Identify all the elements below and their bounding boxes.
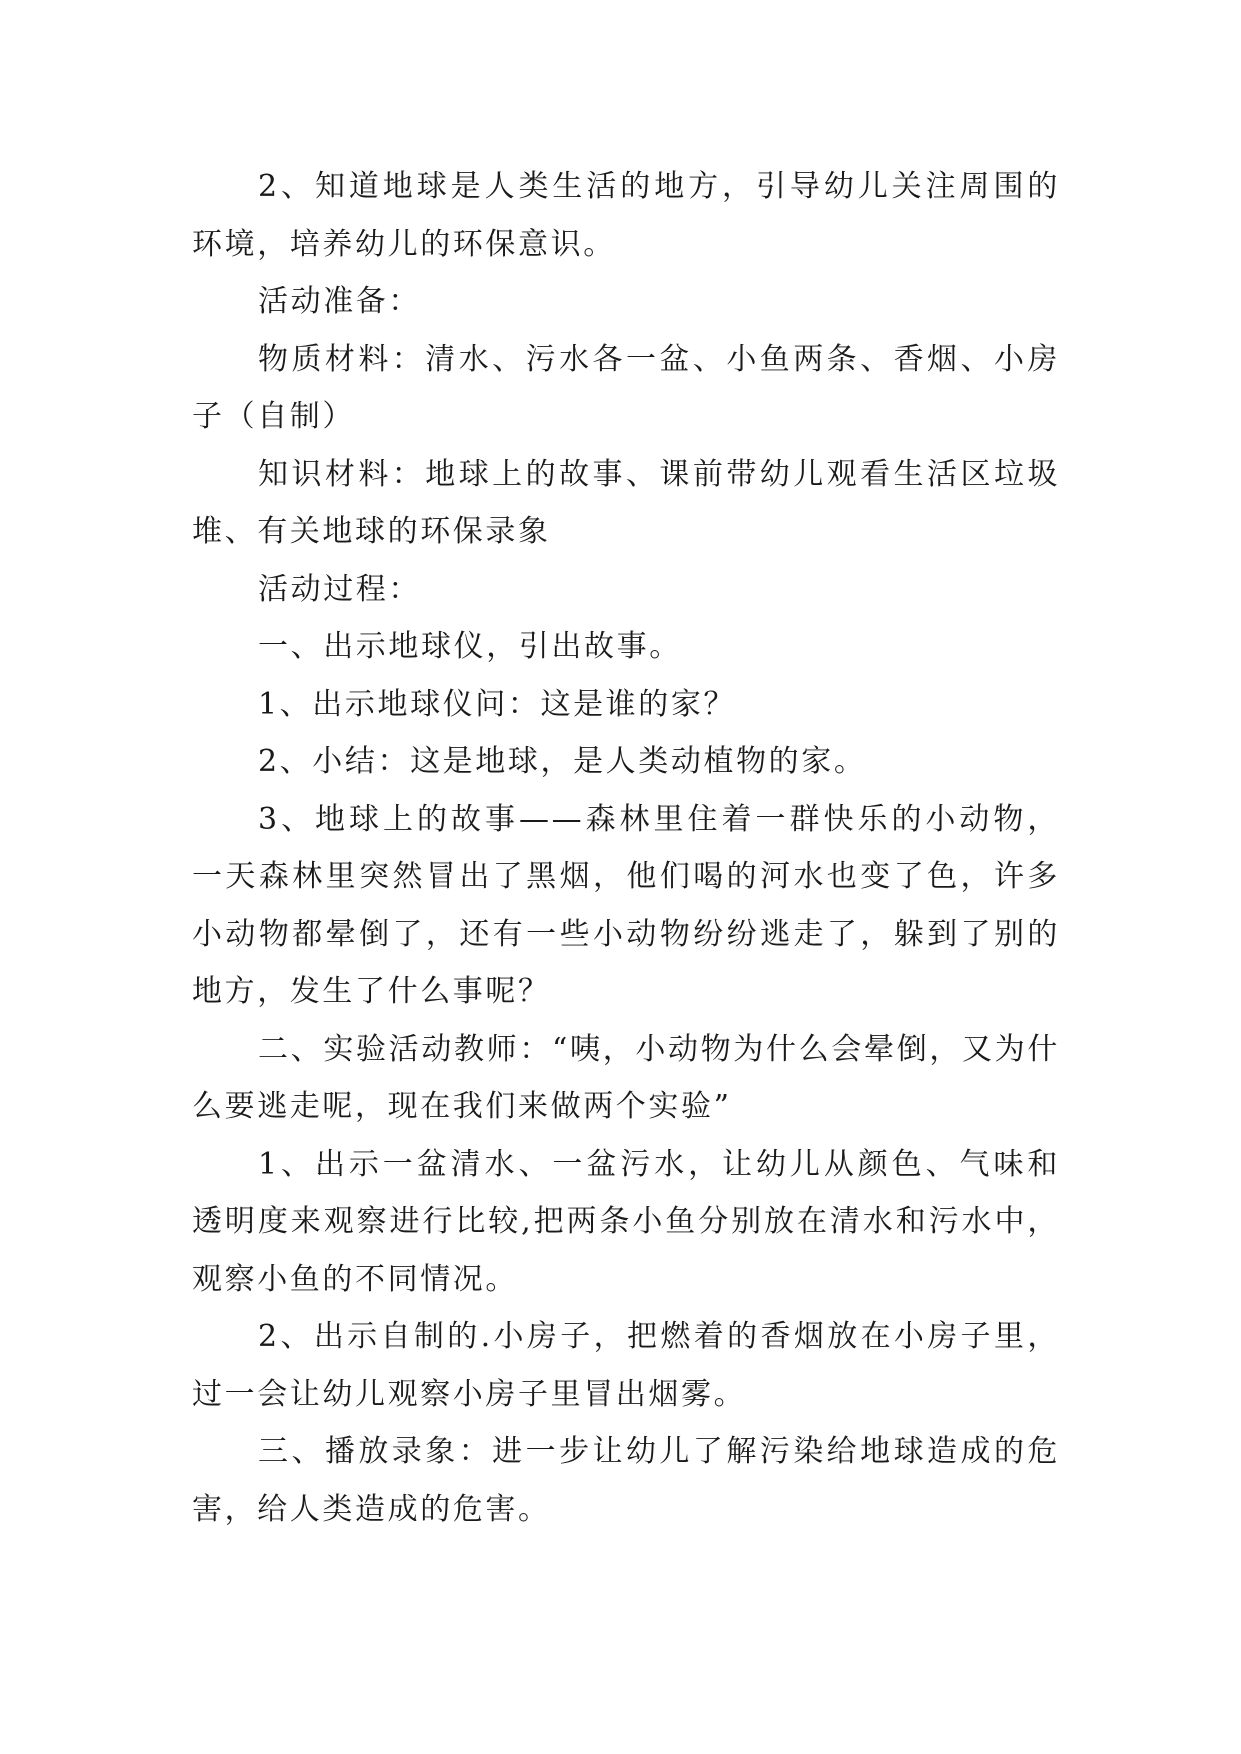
heading-activity-preparation: 活动准备： bbox=[258, 284, 421, 319]
paragraph-step-1-3: 3、地球上的故事——森林里住着一群快乐的小动物，一天森林里突然冒出了黑烟，他们喝的河水也变了色，许多小动物都晕倒了，还有一些小动物纷纷逃走了，躲到了别的地方，发生了什么事呢？ bbox=[192, 801, 1060, 1009]
paragraph-step-1-1: 1、出示地球仪问：这是谁的家？ bbox=[258, 686, 737, 722]
paragraph-knowledge-materials: 知识材料：地球上的故事、课前带幼儿观看生活区垃圾堆、有关地球的环保录象 bbox=[192, 456, 1060, 549]
paragraph-step-1-2: 2、小结：这是地球，是人类动植物的家。 bbox=[258, 744, 867, 779]
paragraph-step-2: 二、实验活动教师：“咦，小动物为什么会晕倒，又为什么要逃走呢，现在我们来做两个实验” bbox=[192, 1031, 1060, 1124]
heading-activity-process: 活动过程： bbox=[258, 571, 421, 607]
document-page bbox=[192, 158, 1060, 1538]
paragraph-step-3: 三、播放录象：进一步让幼儿了解污染给地球造成的危害，给人类造成的危害。 bbox=[192, 1434, 1060, 1527]
paragraph-physical-materials: 物质材料：清水、污水各一盆、小鱼两条、香烟、小房子（自制） bbox=[192, 341, 1060, 434]
paragraph-step-2-2: 2、出示自制的.小房子，把燃着的香烟放在小房子里，过一会让幼儿观察小房子里冒出烟雾。 bbox=[192, 1319, 1060, 1412]
paragraph-step-2-1: 1、出示一盆清水、一盆污水，让幼儿从颜色、气味和透明度来观察进行比较,把两条小鱼分别放在清水和污水中，观察小鱼的不同情况。 bbox=[192, 1146, 1060, 1297]
paragraph-goal-2: 2、知道地球是人类生活的地方，引导幼儿关注周围的环境，培养幼儿的环保意识。 bbox=[192, 169, 1060, 262]
paragraph-step-1: 一、出示地球仪，引出故事。 bbox=[258, 629, 682, 664]
